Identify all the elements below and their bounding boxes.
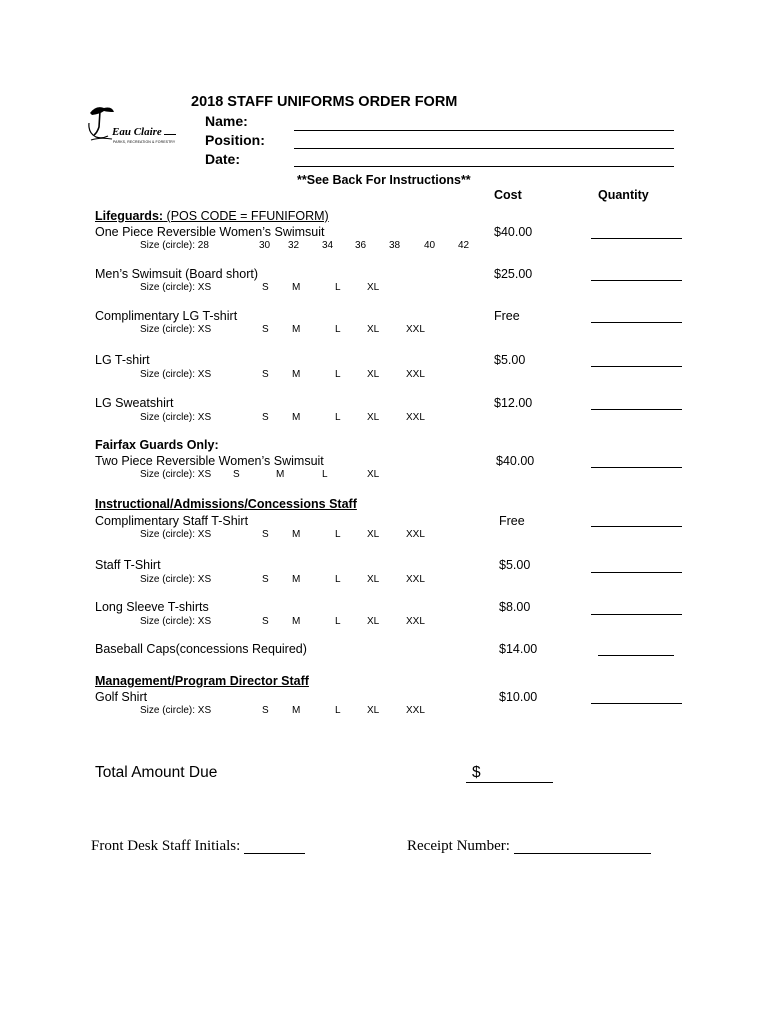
size-label: Size (circle): XS bbox=[140, 529, 212, 540]
item-cost: $25.00 bbox=[494, 267, 533, 281]
size-option[interactable]: S bbox=[262, 616, 269, 627]
size-option[interactable]: L bbox=[335, 705, 341, 716]
instructional-heading: Instructional/Admissions/Concessions Staff bbox=[95, 497, 357, 511]
position-label: Position: bbox=[205, 132, 265, 148]
size-option[interactable]: XXL bbox=[406, 616, 425, 627]
size-option[interactable]: XL bbox=[367, 616, 380, 627]
item-cost: $14.00 bbox=[499, 642, 538, 656]
size-label: Size (circle): XS bbox=[140, 616, 212, 627]
front-desk-initials-label: Front Desk Staff Initials: bbox=[91, 838, 241, 854]
size-option[interactable]: XL bbox=[367, 529, 380, 540]
tree-icon bbox=[86, 103, 116, 147]
quantity-field[interactable] bbox=[591, 703, 682, 704]
date-field[interactable] bbox=[294, 166, 674, 167]
size-option[interactable]: XXL bbox=[406, 574, 425, 585]
management-heading: Management/Program Director Staff bbox=[95, 674, 309, 688]
size-option[interactable]: 36 bbox=[355, 240, 367, 251]
receipt-number-label: Receipt Number: bbox=[407, 838, 510, 854]
size-label: Size (circle): XS bbox=[140, 705, 212, 716]
size-option[interactable]: M bbox=[292, 324, 301, 335]
name-label: Name: bbox=[205, 113, 248, 129]
size-option[interactable]: S bbox=[262, 574, 269, 585]
size-option[interactable]: M bbox=[292, 529, 301, 540]
item-name: Complimentary Staff T-Shirt bbox=[95, 514, 249, 528]
quantity-field[interactable] bbox=[591, 572, 682, 573]
size-option[interactable]: XL bbox=[367, 574, 380, 585]
size-option[interactable]: L bbox=[335, 369, 341, 380]
quantity-field[interactable] bbox=[591, 614, 682, 615]
item-cost: Free bbox=[494, 309, 520, 323]
size-option[interactable]: XXL bbox=[406, 412, 425, 423]
cost-column-header: Cost bbox=[494, 188, 522, 202]
size-label: Size (circle): XS bbox=[140, 574, 212, 585]
pos-code: (POS CODE = FFUNIFORM) bbox=[163, 209, 329, 223]
size-label: Size (circle): XS bbox=[140, 324, 212, 335]
size-option[interactable]: XXL bbox=[406, 529, 425, 540]
size-option[interactable]: S bbox=[262, 369, 269, 380]
quantity-field[interactable] bbox=[591, 467, 682, 468]
size-option[interactable]: L bbox=[335, 282, 341, 293]
size-option[interactable]: L bbox=[322, 469, 328, 480]
lifeguards-section-heading bbox=[95, 209, 329, 223]
size-option[interactable]: XL bbox=[367, 469, 380, 480]
size-option[interactable]: 32 bbox=[288, 240, 300, 251]
receipt-number-field[interactable] bbox=[514, 853, 651, 854]
size-option[interactable]: L bbox=[335, 616, 341, 627]
size-option[interactable]: 34 bbox=[322, 240, 334, 251]
position-field[interactable] bbox=[294, 148, 674, 149]
size-option[interactable]: S bbox=[262, 705, 269, 716]
logo-tagline: PARKS, RECREATION & FORESTRY bbox=[113, 140, 176, 144]
quantity-field[interactable] bbox=[591, 409, 682, 410]
item-cost: $5.00 bbox=[499, 558, 531, 572]
date-label: Date: bbox=[205, 151, 241, 167]
item-cost: Free bbox=[499, 514, 525, 528]
size-option[interactable]: XL bbox=[367, 369, 380, 380]
item-name: One Piece Reversible Women’s Swimsuit bbox=[95, 225, 325, 239]
quantity-field[interactable] bbox=[591, 322, 682, 323]
item-name: Men’s Swimsuit (Board short) bbox=[95, 267, 259, 281]
size-option[interactable]: M bbox=[292, 412, 301, 423]
item-cost: $10.00 bbox=[499, 690, 538, 704]
item-name: LG T-shirt bbox=[95, 353, 150, 367]
total-amount-field[interactable] bbox=[466, 782, 553, 783]
size-option[interactable]: M bbox=[276, 469, 285, 480]
size-option[interactable]: 38 bbox=[389, 240, 401, 251]
fairfax-heading: Fairfax Guards Only: bbox=[95, 438, 219, 452]
quantity-field[interactable] bbox=[591, 366, 682, 367]
size-option[interactable]: S bbox=[262, 529, 269, 540]
size-label: Size (circle): XS bbox=[140, 412, 212, 423]
item-name: Golf Shirt bbox=[95, 690, 148, 704]
item-name: Staff T-Shirt bbox=[95, 558, 161, 572]
size-option[interactable]: S bbox=[262, 324, 269, 335]
size-option[interactable]: M bbox=[292, 616, 301, 627]
size-option[interactable]: L bbox=[335, 324, 341, 335]
size-option[interactable]: XXL bbox=[406, 705, 425, 716]
item-cost: $12.00 bbox=[494, 396, 533, 410]
size-option[interactable]: S bbox=[262, 412, 269, 423]
logo bbox=[86, 103, 186, 149]
front-desk-initials-field[interactable] bbox=[244, 853, 305, 854]
total-currency: $ bbox=[472, 764, 481, 781]
size-option[interactable]: XL bbox=[367, 412, 380, 423]
item-name: LG Sweatshirt bbox=[95, 396, 174, 410]
total-label: Total Amount Due bbox=[95, 764, 218, 781]
item-cost: $40.00 bbox=[494, 225, 533, 239]
size-option[interactable]: M bbox=[292, 282, 301, 293]
quantity-field[interactable] bbox=[591, 280, 682, 281]
size-option[interactable]: XL bbox=[367, 705, 380, 716]
size-option[interactable]: 30 bbox=[259, 240, 271, 251]
size-option[interactable]: XL bbox=[367, 282, 380, 293]
item-cost: $8.00 bbox=[499, 600, 531, 614]
size-option[interactable]: M bbox=[292, 574, 301, 585]
item-cost: $40.00 bbox=[496, 454, 535, 468]
item-name: Long Sleeve T-shirts bbox=[95, 600, 209, 614]
size-option[interactable]: XXL bbox=[406, 324, 425, 335]
logo-name: Eau Claire bbox=[112, 126, 162, 138]
size-label: Size (circle): XS bbox=[140, 369, 212, 380]
item-name: Complimentary LG T-shirt bbox=[95, 309, 238, 323]
quantity-field[interactable] bbox=[591, 526, 682, 527]
size-option[interactable]: L bbox=[335, 574, 341, 585]
size-option[interactable]: S bbox=[262, 282, 269, 293]
instructions-note: **See Back For Instructions** bbox=[297, 173, 471, 187]
item-name: Baseball Caps(concessions Required) bbox=[95, 642, 307, 656]
size-option[interactable]: M bbox=[292, 705, 301, 716]
size-option[interactable]: 40 bbox=[424, 240, 436, 251]
size-option[interactable]: 42 bbox=[458, 240, 470, 251]
item-cost: $5.00 bbox=[494, 353, 526, 367]
size-option[interactable]: L bbox=[335, 529, 341, 540]
size-option[interactable]: S bbox=[233, 469, 240, 480]
size-option[interactable]: L bbox=[335, 412, 341, 423]
size-label: Size (circle): 28 bbox=[140, 240, 209, 251]
name-field[interactable] bbox=[294, 130, 674, 131]
quantity-column-header: Quantity bbox=[598, 188, 649, 202]
size-option[interactable]: XXL bbox=[406, 369, 425, 380]
size-label: Size (circle): XS bbox=[140, 469, 212, 480]
item-name: Two Piece Reversible Women’s Swimsuit bbox=[95, 454, 324, 468]
size-option[interactable]: M bbox=[292, 369, 301, 380]
quantity-field[interactable] bbox=[598, 655, 674, 656]
page-title: 2018 STAFF UNIFORMS ORDER FORM bbox=[191, 94, 458, 110]
size-option[interactable]: XL bbox=[367, 324, 380, 335]
quantity-field[interactable] bbox=[591, 238, 682, 239]
size-label: Size (circle): XS bbox=[140, 282, 212, 293]
lifeguards-heading: Lifeguards: bbox=[95, 209, 164, 223]
